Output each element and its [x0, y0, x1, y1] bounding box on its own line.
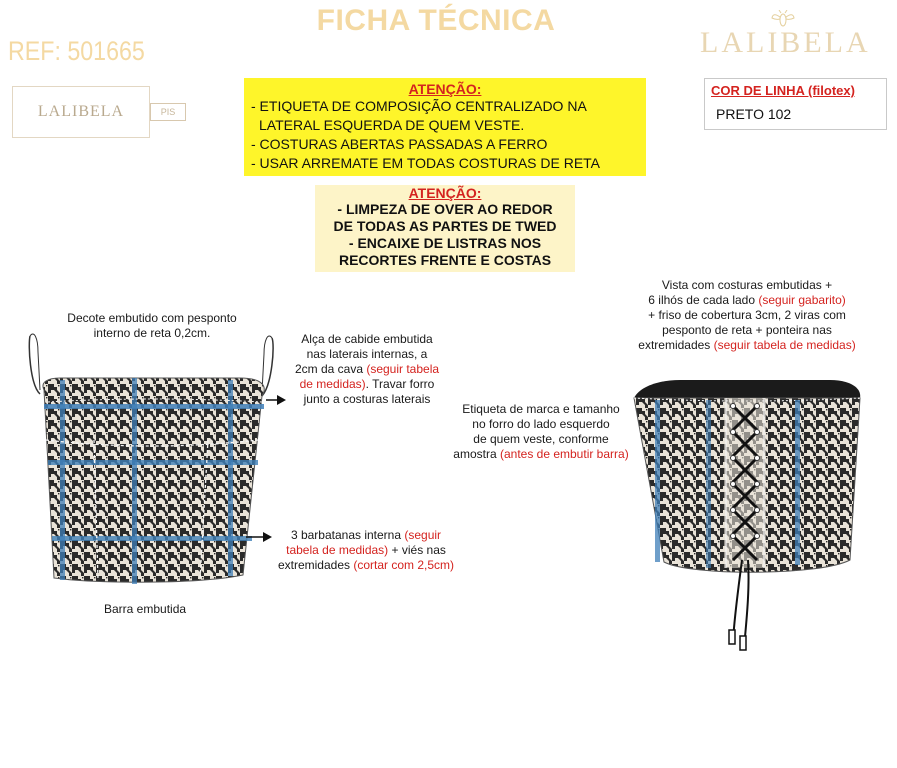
note-line: Alça de cabide embutida [301, 332, 433, 346]
attention-line: RECORTES FRENTE E COSTAS [338, 252, 552, 268]
note-line: interno de reta 0,2cm. [93, 326, 211, 340]
brand-wordmark: LALIBELA [700, 26, 871, 59]
note-line: Etiqueta de marca e tamanho [462, 402, 620, 416]
page-title: FICHA TÉCNICA [316, 4, 556, 37]
attention-title: ATENÇÃO: [408, 81, 482, 97]
attention-title: ATENÇÃO: [408, 185, 482, 201]
note-line: nas laterais internas, a [306, 347, 428, 361]
note-line: de medidas). Travar forro [299, 377, 435, 391]
note-line: 6 ilhós de cada lado (seguir gabarito) [648, 293, 846, 307]
attention-item: - ETIQUETA DE COMPOSIÇÃO CENTRALIZADO NA [251, 98, 587, 114]
attention-item: - COSTURAS ABERTAS PASSADAS A FERRO [251, 136, 548, 152]
hem-note: Barra embutida [104, 602, 187, 616]
note-line: + friso de cobertura 3cm, 2 viras com [648, 308, 846, 322]
note-line: Decote embutido com pesponto [67, 311, 237, 325]
reference-code: REF: 501665 [8, 36, 145, 66]
attention-item: LATERAL ESQUERDA DE QUEM VESTE. [259, 117, 525, 133]
brand-label-note [438, 402, 644, 462]
note-line: tabela de medidas) + viés nas [286, 543, 446, 557]
label-tag-brand: LALIBELA [37, 103, 125, 120]
note-line: junto a costuras laterais [303, 392, 431, 406]
attention-line: DE TODAS AS PARTES DE TWED [333, 218, 557, 234]
pis-tag: PIS [150, 103, 186, 121]
note-line: 2cm da cava (seguir tabela [294, 362, 440, 376]
note-line: extremidades (seguir tabela de medidas) [638, 338, 856, 352]
back-bodice-drawing [634, 380, 860, 650]
front-bodice-drawing [29, 334, 273, 584]
note-line: no forro do lado esquerdo [472, 417, 610, 431]
note-line: de quem veste, conforme [473, 432, 609, 446]
attention-line: - ENCAIXE DE LISTRAS NOS [348, 235, 542, 251]
note-line: pesponto de reta + ponteira nas [662, 323, 832, 337]
note-line: Vista com costuras embutidas + [661, 278, 833, 292]
back-view-note [612, 278, 882, 353]
boning-note [262, 528, 470, 573]
neckline-note [50, 311, 254, 341]
thread-color-title: COR DE LINHA (filotex) [711, 83, 855, 98]
note-line: 3 barbatanas interna (seguir [290, 528, 442, 542]
attention-line: - LIMPEZA DE OVER AO REDOR [337, 201, 553, 217]
note-line: extremidades (cortar com 2,5cm) [277, 558, 455, 572]
thread-color-value: PRETO 102 [716, 106, 792, 122]
strap-note [282, 332, 452, 407]
attention-item: - USAR ARREMATE EM TODAS COSTURAS DE RETA [251, 155, 601, 171]
note-line: amostra (antes de embutir barra) [453, 447, 629, 461]
